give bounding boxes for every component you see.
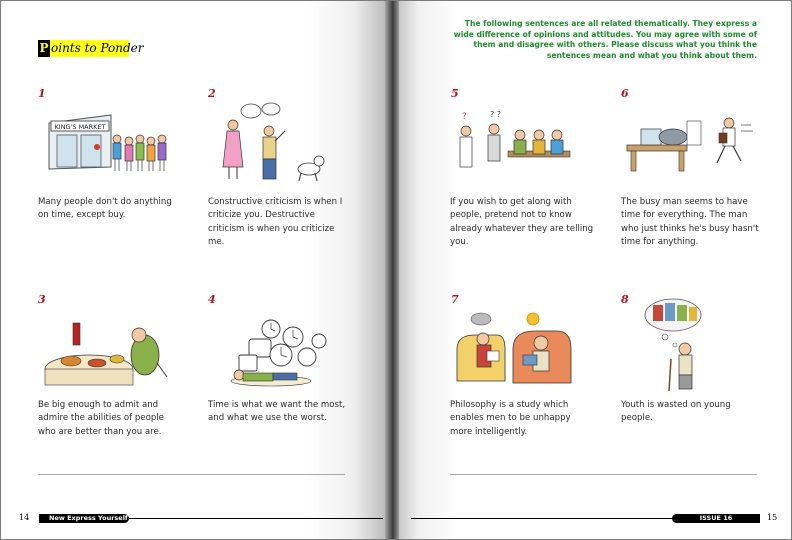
right-page-number: 15 <box>767 513 778 522</box>
illustration-arguing-couple <box>211 101 336 186</box>
intro-paragraph: The following sentences are all related thematically. They express a wide difference of opinions and attitudes. You may agree with some of them and disagree with others. Please discuss what you think the sentences mean and what you think about them. <box>453 19 757 60</box>
illustration-old-man-memory <box>641 297 721 395</box>
item-number-2: 2 <box>208 87 216 100</box>
right-page-rule <box>450 474 757 475</box>
magazine-spread <box>1 1 791 539</box>
item-caption-1: Many people don't do anything on time, except buy. <box>38 197 172 221</box>
section-title-initial: P <box>39 41 49 55</box>
right-footer-issue: ISSUE 16 <box>672 514 760 523</box>
item-number-1: 1 <box>38 87 46 100</box>
illustration-chatting-group <box>446 105 576 185</box>
left-footer-line <box>129 518 383 519</box>
item-number-6: 6 <box>621 87 629 100</box>
illustration-reading-couple <box>453 309 578 394</box>
item-caption-4: Time is what we want the most, and what we use the worst. <box>208 400 346 424</box>
section-title-text: oints to Ponder <box>51 41 144 55</box>
item-number-7: 7 <box>451 293 459 306</box>
left-page-number: 14 <box>19 513 30 522</box>
illustration-shop-queue <box>41 105 176 185</box>
right-page <box>399 1 791 539</box>
item-caption-7: Philosophy is a study which enables men to be unhappy more intelligently. <box>450 400 571 437</box>
left-page <box>1 1 385 539</box>
section-title-logo <box>38 40 144 57</box>
illustration-busy-office <box>623 111 758 186</box>
left-page-rule <box>38 474 345 475</box>
item-caption-2: Constructive criticism is when I criticize you. Destructive criticism is when you criticize me. <box>208 197 343 248</box>
item-number-3: 3 <box>38 293 46 306</box>
item-number-5: 5 <box>451 87 459 100</box>
item-number-4: 4 <box>208 293 216 306</box>
item-caption-8: Youth is wasted on young people. <box>621 400 731 424</box>
item-caption-5: If you wish to get along with people, pretend not to know already whatever they are telling you. <box>450 197 594 248</box>
svg-text:?: ? <box>462 112 467 122</box>
item-number-8: 8 <box>621 293 629 306</box>
item-caption-3: Be big enough to admit and admire the abilities of people who are better than you are. <box>38 400 164 437</box>
item-caption-6: The busy man seems to have time for everything. The man who just thinks he's busy hasn't time for anything. <box>621 197 759 248</box>
right-footer-line <box>411 518 672 519</box>
left-footer-title: New Express Yourself 2 <box>39 514 129 523</box>
illustration-clocks-pile <box>209 315 344 395</box>
illustration-feast-table <box>39 319 174 394</box>
book-gutter <box>385 1 399 539</box>
shop-sign-text: KING'S MARKET <box>54 123 106 131</box>
svg-text:? ?: ? ? <box>490 110 502 119</box>
